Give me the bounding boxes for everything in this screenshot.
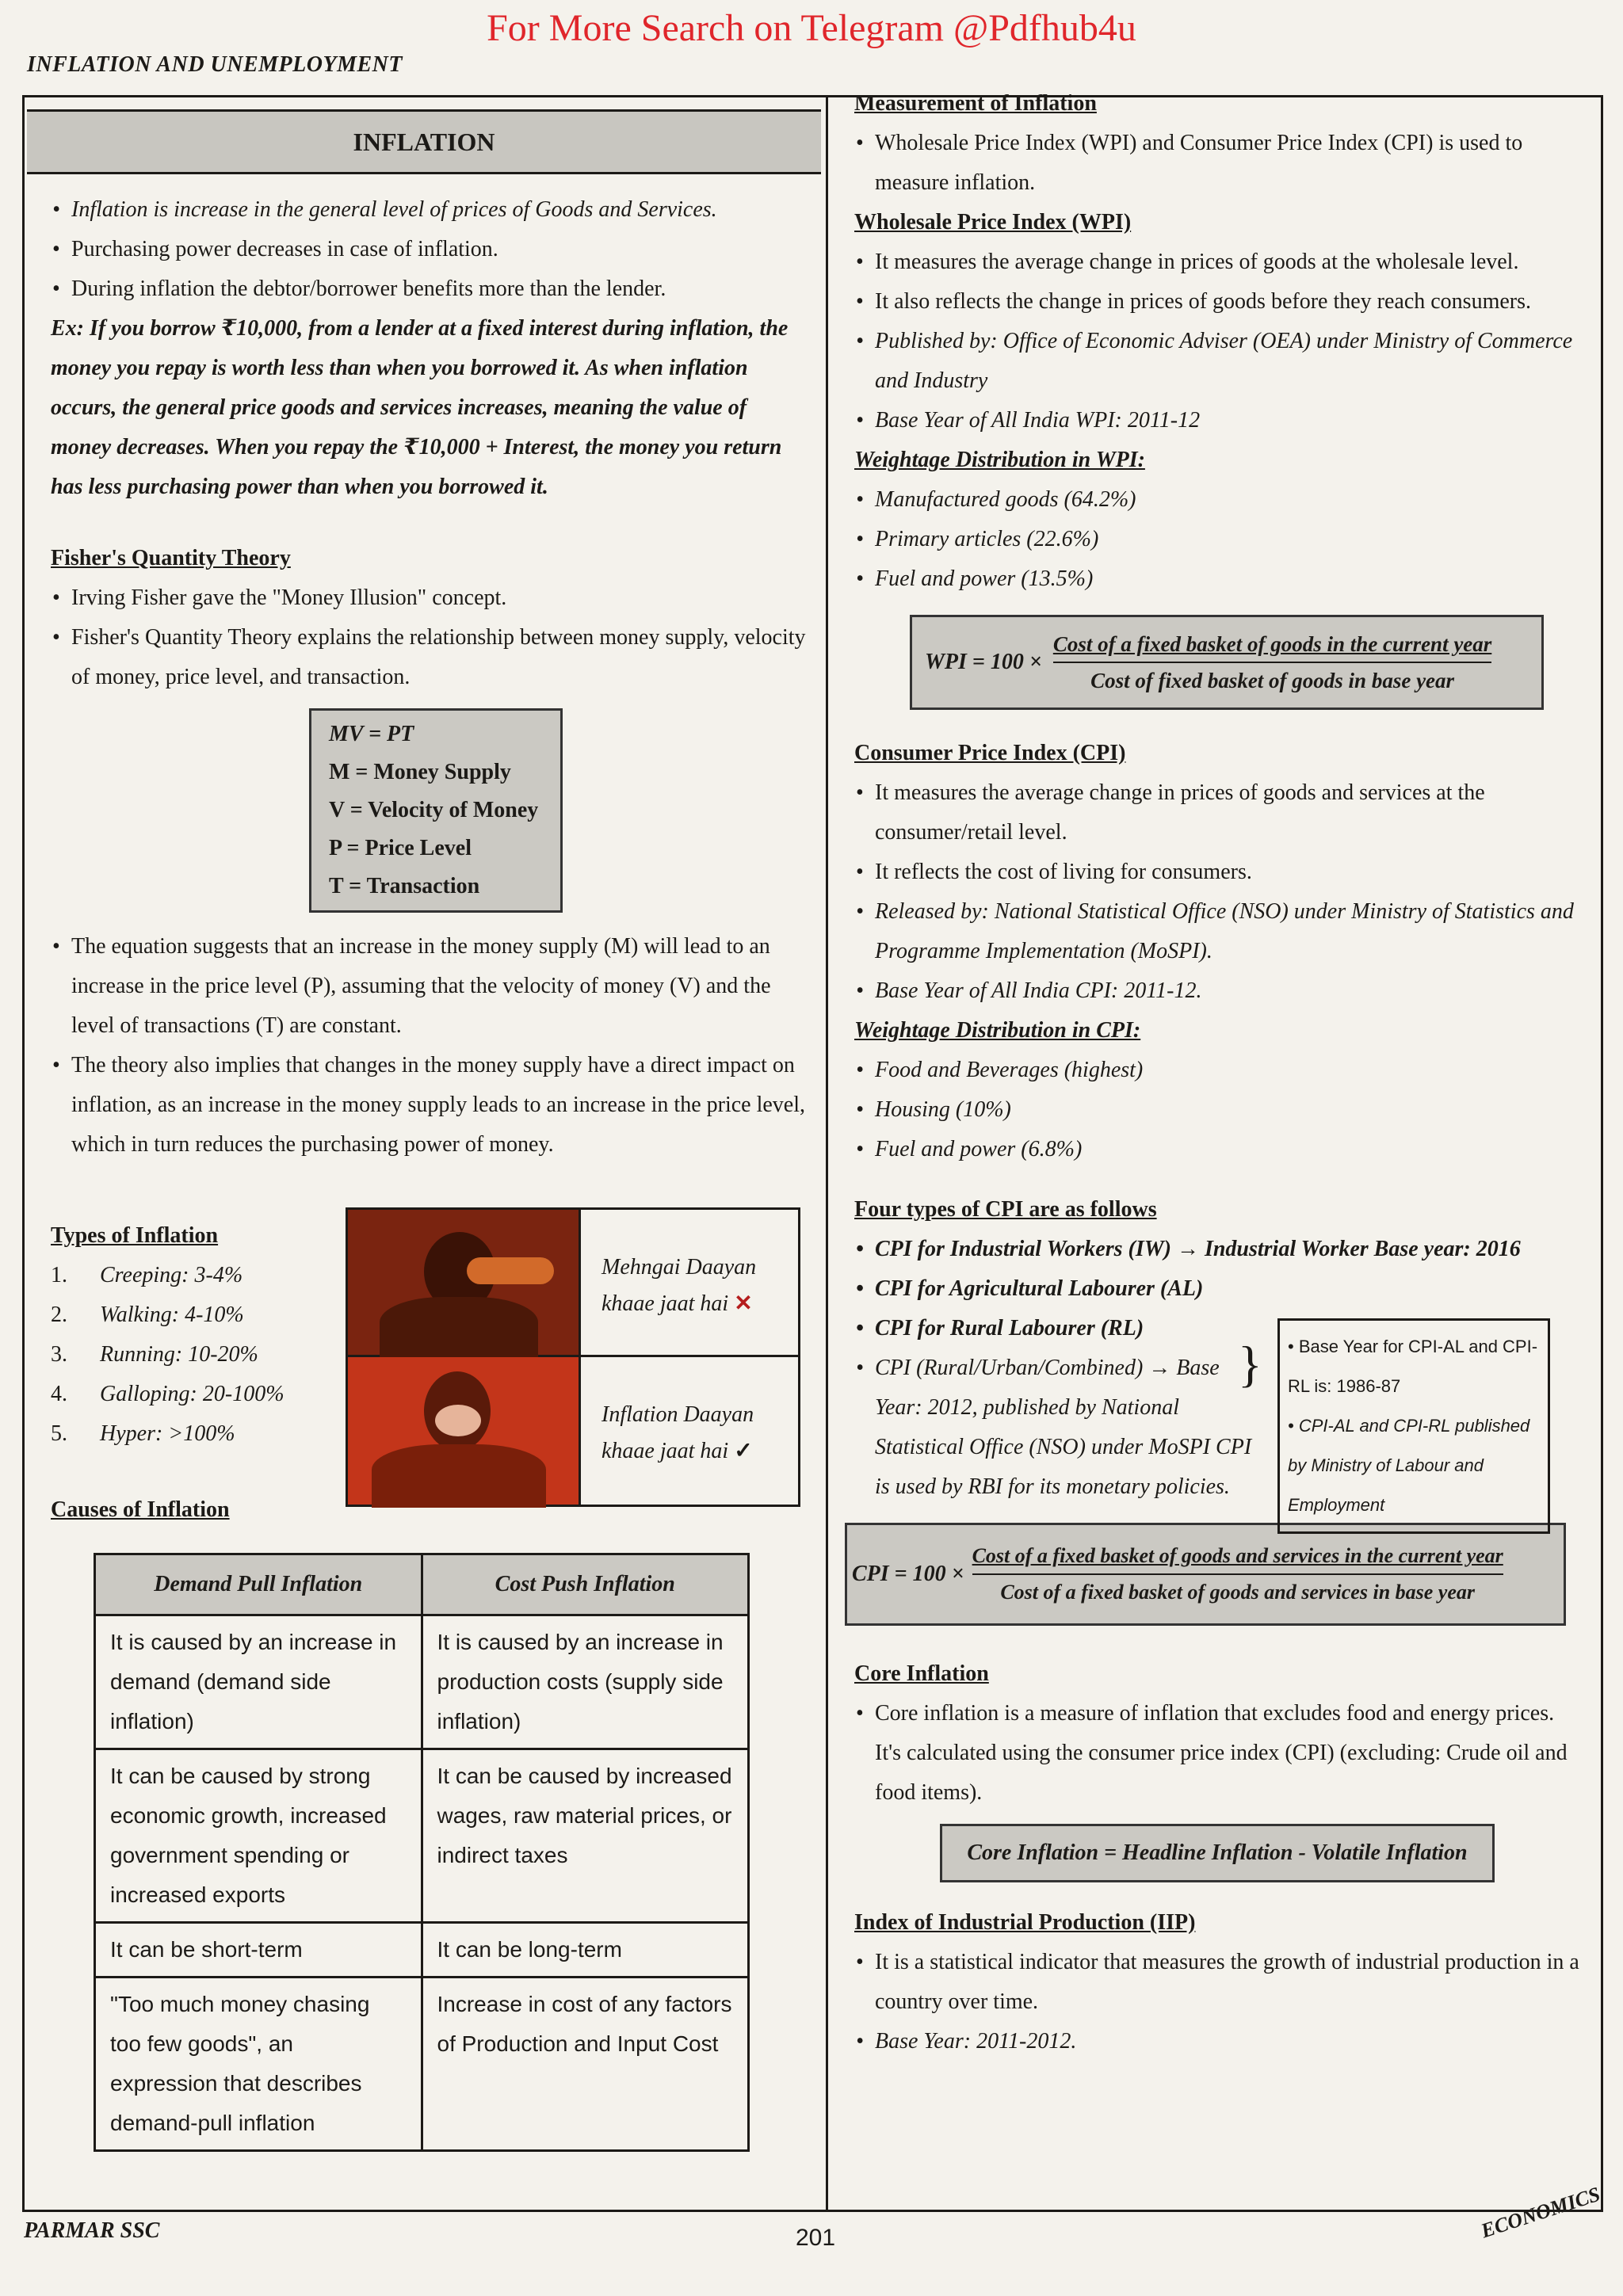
mv-def-m: M = Money Supply: [329, 760, 511, 784]
intro-point-3: • During inflation the debtor/borrower benefits more than the lender.: [51, 269, 812, 309]
table-row: It is caused by an increase in demand (demand side inflation) It is caused by an increase in production costs (supply side inflation): [95, 1615, 749, 1749]
measurement-heading: Measurement of Inflation: [854, 91, 1097, 116]
types-heading: Types of Inflation: [51, 1223, 219, 1248]
cpi-side-note-2: • CPI-AL and CPI-RL published by Ministry of Labour and Employment: [1288, 1416, 1530, 1515]
types-list: [51, 1256, 336, 1454]
cpi-type-3: • CPI for Rural Labourer (RL): [854, 1309, 1271, 1348]
cpi-formula-lhs: CPI = 100 ×: [852, 1562, 964, 1586]
type-item: 4. Galloping: 20-100%: [51, 1382, 285, 1406]
brace-symbol: }: [1238, 1336, 1262, 1392]
table-header: Demand Pull Inflation: [95, 1554, 422, 1615]
wpi-point-4: • Base Year of All India WPI: 2011-12: [854, 401, 1583, 441]
running-head: INFLATION AND UNEMPLOYMENT: [27, 52, 403, 77]
meme-text-bottom: Inflation Daayan khaae jaat hai ✓: [601, 1402, 754, 1463]
mv-def-v: V = Velocity of Money: [329, 798, 539, 822]
footer-publisher: PARMAR SSC: [24, 2218, 160, 2243]
fisher-more-1: • The equation suggests that an increase in the money supply (M) will lead to an increase in the price level (P), assuming that the velocity of money (V) and the level of transactions (T) are constant.: [51, 927, 812, 1046]
table-row: "Too much money chasing too few goods", an expression that describes demand-pull inflation Increase in cost of any factors of Production and Input Cost: [95, 1978, 749, 2151]
causes-table: [94, 1553, 750, 2152]
meme-panel: [346, 1207, 800, 1507]
cpi-weight-2: • Housing (10%): [854, 1090, 1583, 1130]
cpi-fraction: Cost of a fixed basket of goods and services in the current year Cost of a fixed basket of goods and services in base year: [972, 1539, 1503, 1610]
cpi-side-note-box: [1277, 1318, 1550, 1534]
core-formula-box: Core Inflation = Headline Inflation - Volatile Inflation: [940, 1824, 1495, 1882]
intro-point-2: • Purchasing power decreases in case of inflation.: [51, 230, 812, 269]
iip-point-1: • It is a statistical indicator that measures the growth of industrial production in a country over time.: [854, 1943, 1583, 2022]
fisher-heading: Fisher's Quantity Theory: [51, 546, 291, 570]
mv-def-t: T = Transaction: [329, 874, 480, 898]
mv-formula-box: [309, 708, 563, 913]
type-item: 1. Creeping: 3-4%: [51, 1263, 243, 1287]
fisher-point-2: • Fisher's Quantity Theory explains the relationship between money supply, velocity of money, price level, and transaction.: [51, 618, 812, 697]
wpi-point-1: • It measures the average change in prices of goods at the wholesale level.: [854, 242, 1583, 282]
table-row: It can be short-term It can be long-term: [95, 1923, 749, 1978]
footer-subject: ECONOMICS: [1478, 2182, 1603, 2243]
cpi-type-2: • CPI for Agricultural Labourer (AL): [854, 1269, 1271, 1309]
meme-text-top: Mehngai Daayan khaae jaat hai ✕: [581, 1210, 798, 1357]
wpi-point-2: • It also reflects the change in prices of goods before they reach consumers.: [854, 282, 1583, 322]
wpi-fraction: $\frac{\text{Cost of a fixed basket of goods in the current year}}{\text{Cost of fixed basket of goods in base year}}$: [1053, 627, 1492, 698]
meme-image-approve: [348, 1357, 581, 1505]
example-text: Ex: If you borrow ₹10,000, from a lender at a fixed interest during inflation, the money you repay is worth less than when you borrowed it. As when inflation occurs, the general price goods and services increases, meaning the value of money decreases. When you repay the ₹10,000 + Interest, the money you return has less purchasing power than when you borrowed it.: [51, 316, 789, 499]
wpi-formula-lhs: WPI = 100 ×: [925, 650, 1042, 674]
mv-equation: MV = PT: [329, 722, 414, 746]
left-column: [51, 190, 812, 1165]
cpi-point-3: • Released by: National Statistical Office (NSO) under Ministry of Statistics and Programme Implementation (MoSPI).: [854, 892, 1583, 971]
cpi-type-4: • CPI (Rural/Urban/Combined) → Base Year: 2012, published by National Statistical Office (NSO) under MoSPI CPI is used by RBI for its monetary policies.: [854, 1348, 1271, 1507]
cpi-type-1: • CPI for Industrial Workers (IW) → Industrial Worker Base year: 2016: [854, 1230, 1583, 1269]
cross-icon: ✕: [734, 1291, 753, 1316]
measurement-text: • Wholesale Price Index (WPI) and Consumer Price Index (CPI) is used to measure inflation.: [854, 124, 1583, 203]
types-of-inflation: [51, 1216, 336, 1454]
causes-heading: Causes of Inflation: [51, 1497, 230, 1522]
cpi-point-2: • It reflects the cost of living for consumers.: [854, 852, 1583, 892]
wpi-heading: Wholesale Price Index (WPI): [854, 210, 1132, 235]
fisher-point-1: • Irving Fisher gave the "Money Illusion" concept.: [51, 578, 812, 618]
cpi-point-4: • Base Year of All India CPI: 2011-12.: [854, 971, 1583, 1011]
inflation-banner: INFLATION: [27, 109, 821, 174]
type-item: 3. Running: 10-20%: [51, 1342, 258, 1367]
cpi-weight-3: • Fuel and power (6.8%): [854, 1130, 1583, 1169]
cpi-weight-heading: Weightage Distribution in CPI:: [854, 1018, 1141, 1043]
cpi-point-1: • It measures the average change in prices of goods and services at the consumer/retail level.: [854, 773, 1583, 852]
page-number: 201: [796, 2225, 836, 2251]
type-item: 2. Walking: 4-10%: [51, 1302, 244, 1327]
wpi-point-3: • Published by: Office of Economic Adviser (OEA) under Ministry of Commerce and Industry: [854, 322, 1583, 401]
wpi-weight-3: • Fuel and power (13.5%): [854, 559, 1583, 599]
wpi-formula-box: [910, 615, 1544, 710]
cpi-weight-1: • Food and Beverages (highest): [854, 1051, 1583, 1090]
fisher-more-2: • The theory also implies that changes in the money supply have a direct impact on inflation, as an increase in the money supply leads to an increase in the price level, which in turn reduces the purchasing power of money.: [51, 1046, 812, 1165]
meme-image-reject: [348, 1210, 581, 1357]
mv-def-p: P = Price Level: [329, 836, 472, 860]
table-row: It can be caused by strong economic growth, increased government spending or increased exports It can be caused by increased wages, raw material prices, or indirect taxes: [95, 1749, 749, 1923]
iip-heading: Index of Industrial Production (IIP): [854, 1910, 1196, 1935]
check-icon: ✓: [734, 1439, 753, 1463]
wpi-weight-2: • Primary articles (22.6%): [854, 520, 1583, 559]
cpi-side-note-1: • Base Year for CPI-AL and CPI-RL is: 1986-87: [1288, 1337, 1538, 1396]
core-text: • Core inflation is a measure of inflation that excludes food and energy prices. It's calculated using the consumer price index (CPI) (excluding: Crude oil and food items).: [854, 1694, 1583, 1813]
core-heading: Core Inflation: [854, 1661, 989, 1686]
cpi-heading: Consumer Price Index (CPI): [854, 741, 1126, 765]
cpi-formula-box: [845, 1523, 1566, 1626]
four-types-heading: Four types of CPI are as follows: [854, 1197, 1157, 1222]
column-divider: [826, 95, 828, 2212]
table-header: Cost Push Inflation: [422, 1554, 749, 1615]
type-item: 5. Hyper: >100%: [51, 1421, 235, 1446]
wpi-weight-heading: Weightage Distribution in WPI:: [854, 448, 1145, 472]
right-column: [854, 84, 1583, 2061]
telegram-watermark: For More Search on Telegram @Pdfhub4u: [487, 7, 1136, 49]
intro-point-1: • Inflation is increase in the general level of prices of Goods and Services.: [51, 190, 812, 230]
wpi-weight-1: • Manufactured goods (64.2%): [854, 480, 1583, 520]
iip-point-2: • Base Year: 2011-2012.: [854, 2022, 1583, 2061]
